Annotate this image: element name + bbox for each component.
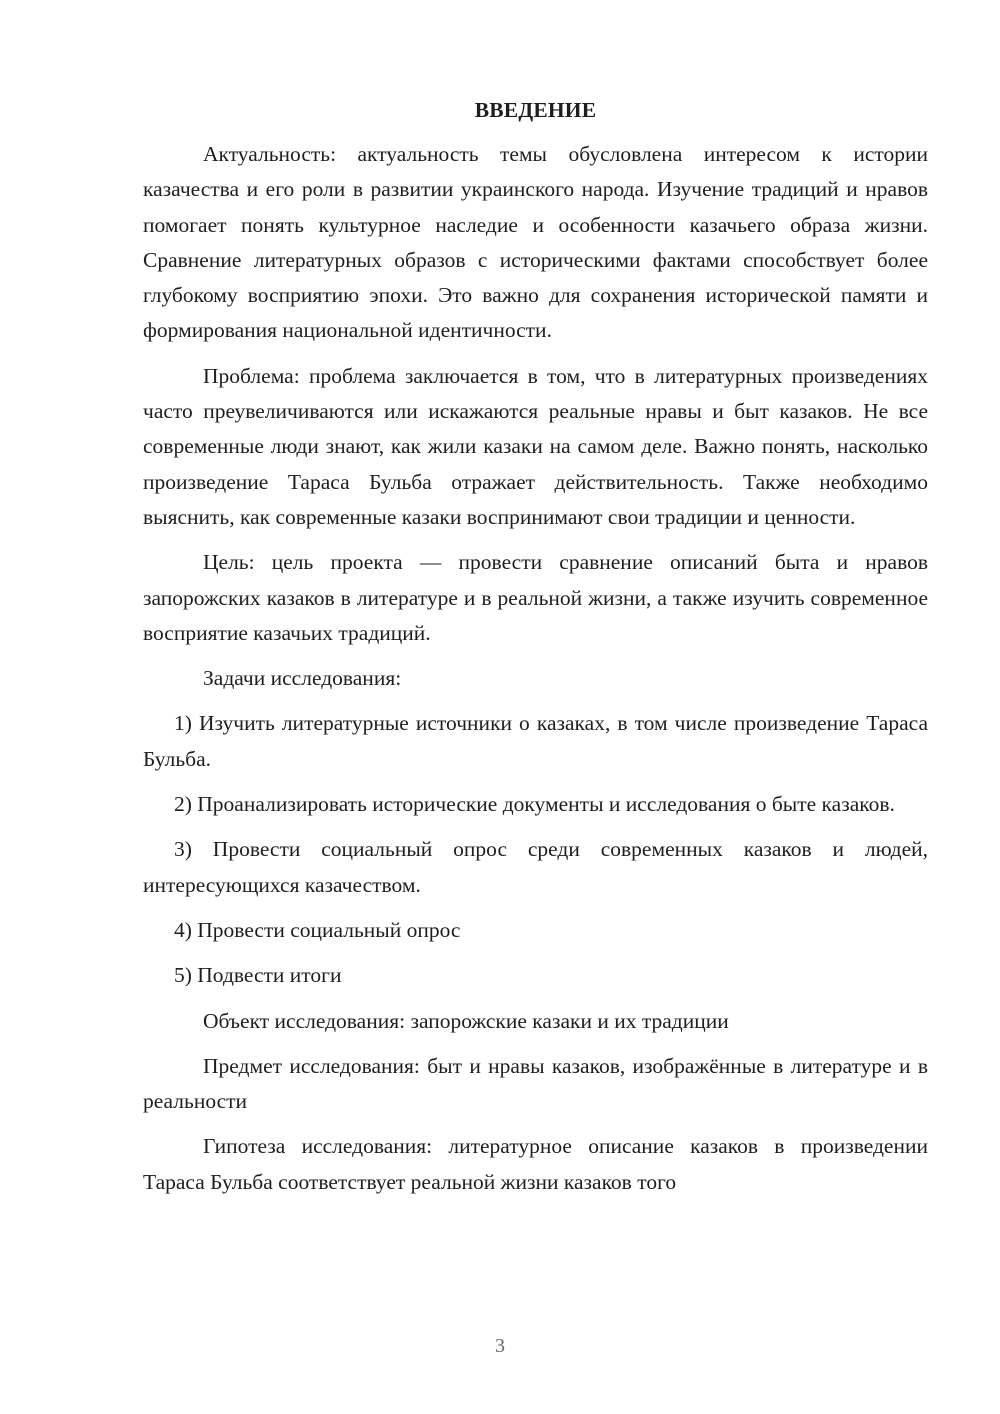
task-item-3: 3) Провести социальный опрос среди современных казаков и людей, интересующихся казачеством. <box>143 837 928 897</box>
document-page <box>143 95 928 1210</box>
subject-paragraph: Предмет исследования: быт и нравы казаков, изображённые в литературе и в реальности <box>143 1053 928 1114</box>
object-paragraph: Объект исследования: запорожские казаки и их традиции <box>203 1008 729 1033</box>
relevance-paragraph: Актуальность: актуальность темы обусловлена интересом к истории казачества и его роли в развитии украинского народа. Изучение традиций и нравов помогает понять культурное наследие и особенности казачьего образа жизни. Сравнение литературных образов с историческими фактами способствует более глубокому восприятию эпохи. Это важно для сохранения исторической памяти и формирования национальной идентичности. <box>143 142 928 343</box>
goal-paragraph: Цель: цель проекта — провести сравнение описаний быта и нравов запорожских казаков в литературе и в реальной жизни, а также изучить современное восприятие казачьих традиций. <box>143 550 928 645</box>
tasks-heading: Задачи исследования: <box>203 666 402 691</box>
task-item-5: 5) Подвести итоги <box>174 963 342 988</box>
task-item-1: 1) Изучить литературные источники о казаках, в том числе произведение Тараса Бульба. <box>143 711 928 771</box>
hypothesis-paragraph: Гипотеза исследования: литературное описание казаков в произведении Тараса Бульба соответствует реальной жизни казаков того <box>143 1134 928 1194</box>
section-title: ВВЕДЕНИЕ <box>474 98 597 122</box>
task-item-2: 2) Проанализировать исторические документы и исследования о быте казаков. <box>174 792 895 817</box>
problem-paragraph: Проблема: проблема заключается в том, что в литературных произведениях часто преувеличиваются или искажаются реальные нравы и быт казаков. Не все современные люди знают, как жили казаки на самом деле. Важно понять, насколько произведение Тараса Бульба отражает действительность. Также необходимо выяснить, как современные казаки воспринимают свои традиции и ценности. <box>143 363 928 529</box>
task-item-4: 4) Провести социальный опрос <box>174 917 461 942</box>
page-number: 3 <box>495 1335 505 1357</box>
